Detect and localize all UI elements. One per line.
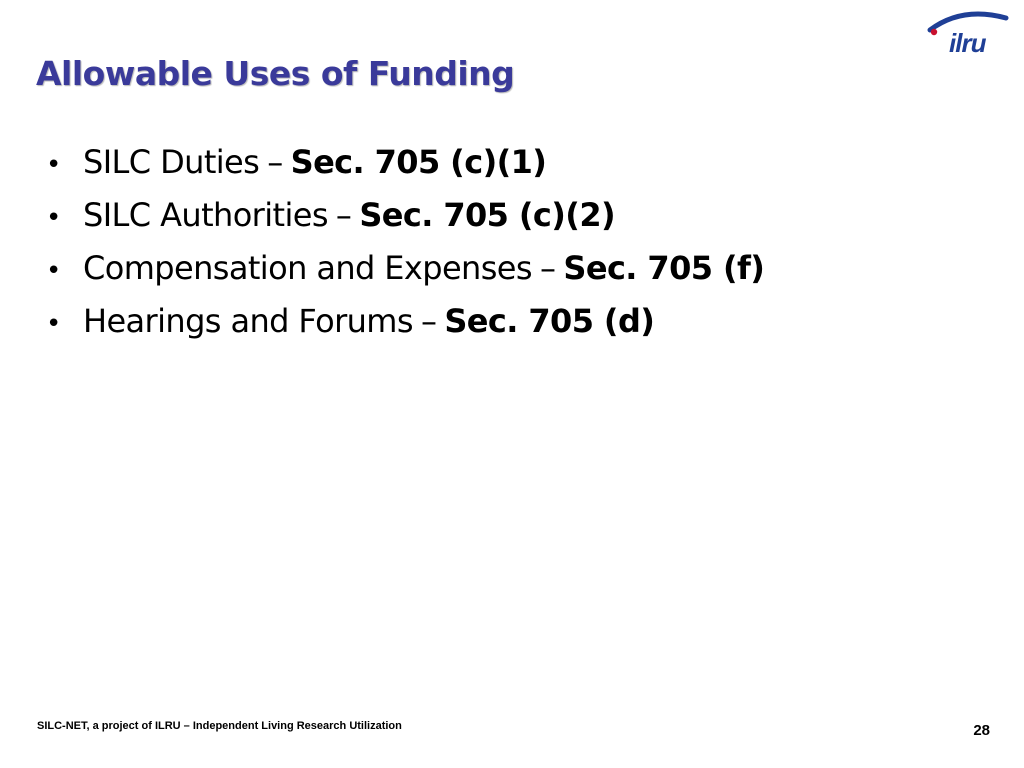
bullet-reference: Sec. 705 (f) — [563, 249, 765, 287]
bullet-reference: Sec. 705 (c)(2) — [359, 196, 616, 234]
bullet-text: SILC Duties — [83, 143, 260, 181]
list-item — [46, 196, 764, 249]
list-item — [46, 302, 764, 355]
bullet-text: SILC Authorities — [83, 196, 328, 234]
list-item — [46, 249, 764, 302]
slide-title: Allowable Uses of Funding — [36, 54, 515, 93]
bullet-dot: • — [46, 309, 61, 339]
footer-credit: SILC-NET, a project of ILRU – Independent Living Research Utilization — [37, 720, 402, 732]
bullet-reference: Sec. 705 (d) — [444, 302, 655, 340]
bullet-dot: • — [46, 150, 61, 180]
page-number: 28 — [973, 722, 990, 739]
bullet-separator: – — [267, 143, 283, 181]
bullet-list — [46, 143, 764, 355]
bullet-dot: • — [46, 256, 61, 286]
logo-text: ilru — [949, 28, 986, 58]
list-item — [46, 143, 764, 196]
bullet-separator: – — [539, 249, 556, 287]
ilru-logo — [918, 8, 1010, 58]
bullet-separator: – — [420, 302, 437, 340]
bullet-dot: • — [46, 203, 61, 233]
bullet-text: Hearings and Forums — [83, 302, 413, 340]
bullet-separator: – — [335, 196, 352, 234]
bullet-text: Compensation and Expenses — [83, 249, 532, 287]
logo-dot — [931, 29, 937, 35]
bullet-reference: Sec. 705 (c)(1) — [290, 143, 547, 181]
